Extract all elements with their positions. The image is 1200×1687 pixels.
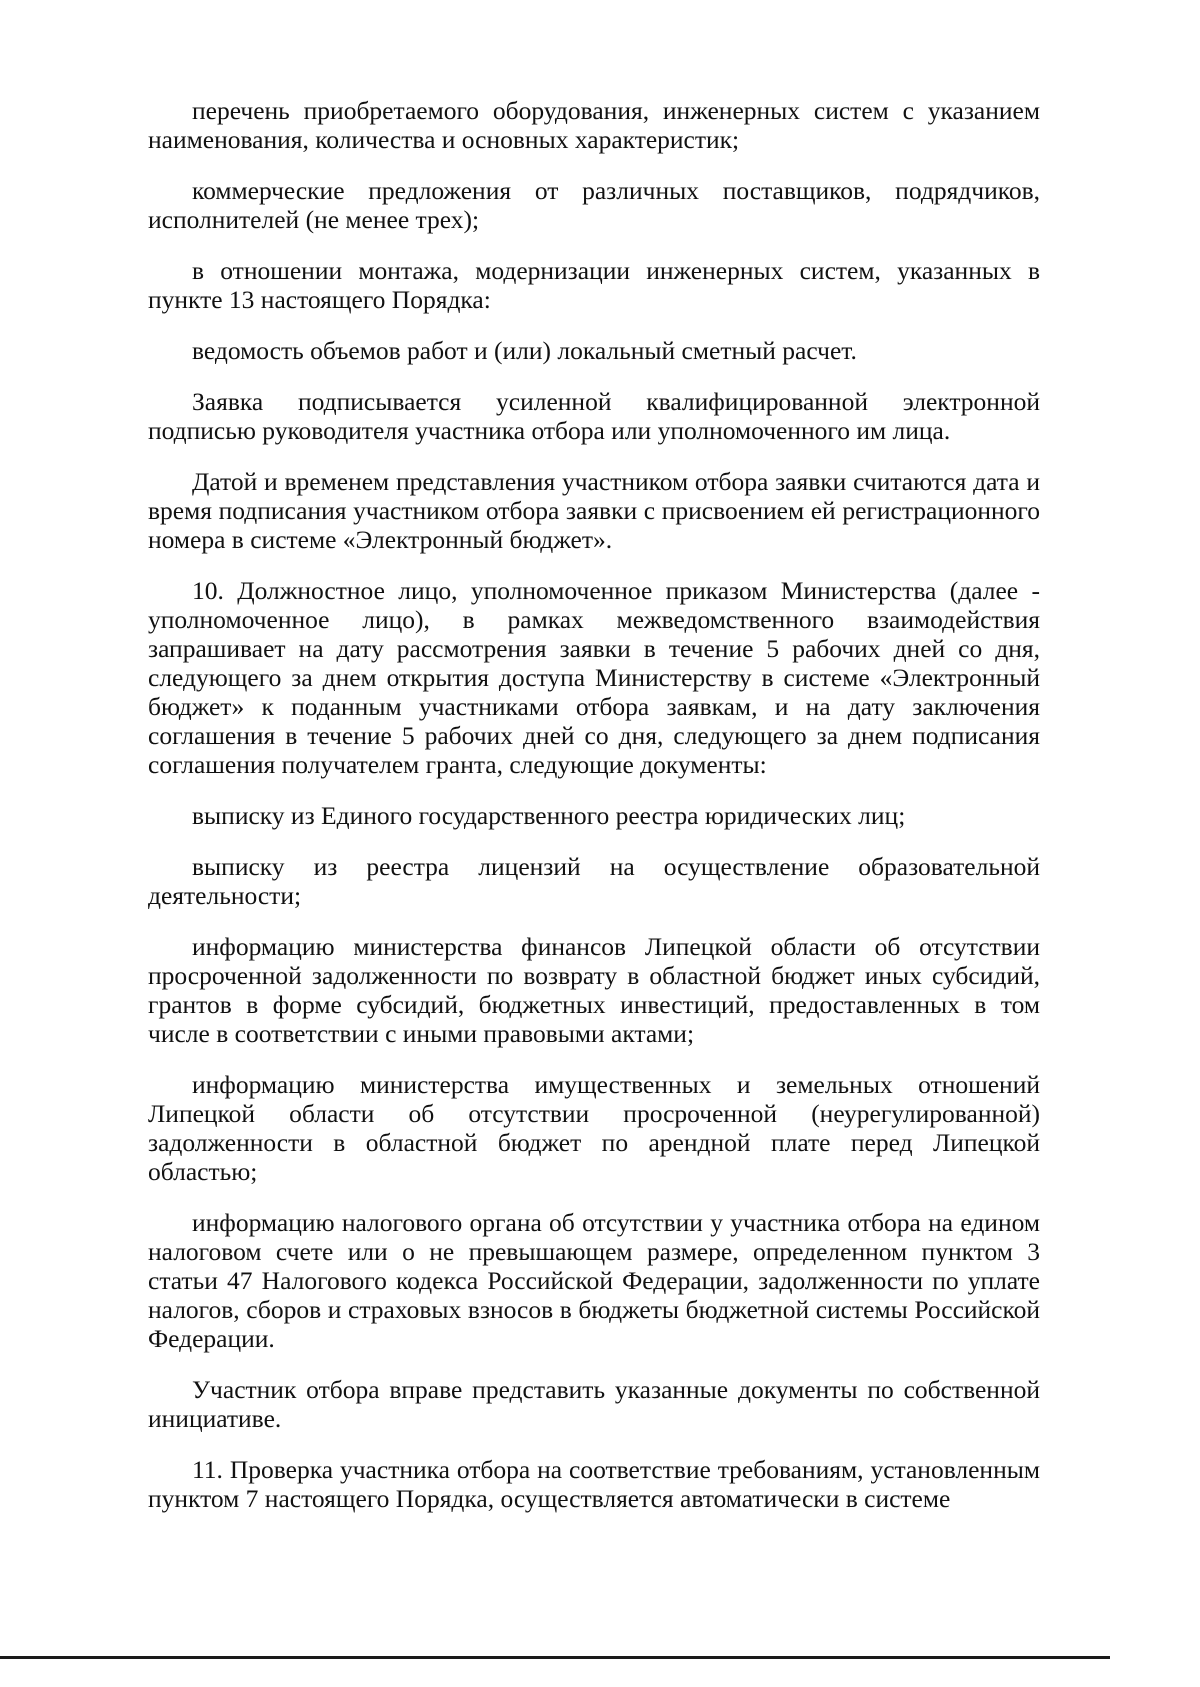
paragraph-property-ministry-info: информацию министерства имущественных и земельных отношений Липецкой области об отсутствии просроченной (неурегулированной) задолженности в областной бюджет по арендной плате перед Липецкой областью; xyxy=(148,1070,1040,1186)
paragraph-item-10: 10. Должностное лицо, уполномоченное приказом Министерства (далее - уполномоченное лицо), в рамках межведомственного взаимодействия запрашивает на дату рассмотрения заявки в течение 5 рабочих дней со дня, следующего за днем открытия доступа Министерству в системе «Электронный бюджет» к поданным участниками отбора заявкам, и на дату заключения соглашения в течение 5 рабочих дней со дня, следующего за днем подписания соглашения получателем гранта, следующие документы: xyxy=(148,576,1040,779)
paragraph-submission-date: Датой и временем представления участником отбора заявки считаются дата и время подписания участником отбора заявки с присвоением ей регистрационного номера в системе «Электронный бюджет». xyxy=(148,467,1040,554)
document-body xyxy=(148,96,1040,1535)
paragraph-finance-ministry-info: информацию министерства финансов Липецкой области об отсутствии просроченной задолженности по возврату в областной бюджет иных субсидий, грантов в форме субсидий, бюджетных инвестиций, предоставленных в том числе в соответствии с иными правовыми актами; xyxy=(148,932,1040,1048)
paragraph-item-11: 11. Проверка участника отбора на соответствие требованиям, установленным пунктом 7 настоящего Порядка, осуществляется автоматически в системе xyxy=(148,1455,1040,1513)
paragraph-own-initiative: Участник отбора вправе представить указанные документы по собственной инициативе. xyxy=(148,1375,1040,1433)
paragraph-engineering-systems: в отношении монтажа, модернизации инженерных систем, указанных в пункте 13 настоящего Порядка: xyxy=(148,256,1040,314)
paragraph-tax-authority-info: информацию налогового органа об отсутствии у участника отбора на едином налоговом счете или о не превышающем размере, определенном пунктом 3 статьи 47 Налогового кодекса Российской Федерации, задолженности по уплате налогов, сборов и страховых взносов в бюджеты бюджетной системы Российской Федерации. xyxy=(148,1208,1040,1353)
paragraph-commercial-offers: коммерческие предложения от различных поставщиков, подрядчиков, исполнителей (не менее трех); xyxy=(148,176,1040,234)
page-bottom-rule xyxy=(0,1656,1110,1659)
paragraph-legal-entities-extract: выписку из Единого государственного реестра юридических лиц; xyxy=(192,801,906,830)
paragraph-application-signature: Заявка подписывается усиленной квалифицированной электронной подписью руководителя участника отбора или уполномоченного им лица. xyxy=(148,387,1040,445)
paragraph-equipment-list: перечень приобретаемого оборудования, инженерных систем с указанием наименования, количества и основных характеристик; xyxy=(148,96,1040,154)
paragraph-work-statement: ведомость объемов работ и (или) локальный сметный расчет. xyxy=(192,336,857,365)
paragraph-license-registry-extract: выписку из реестра лицензий на осуществление образовательной деятельности; xyxy=(148,852,1040,910)
